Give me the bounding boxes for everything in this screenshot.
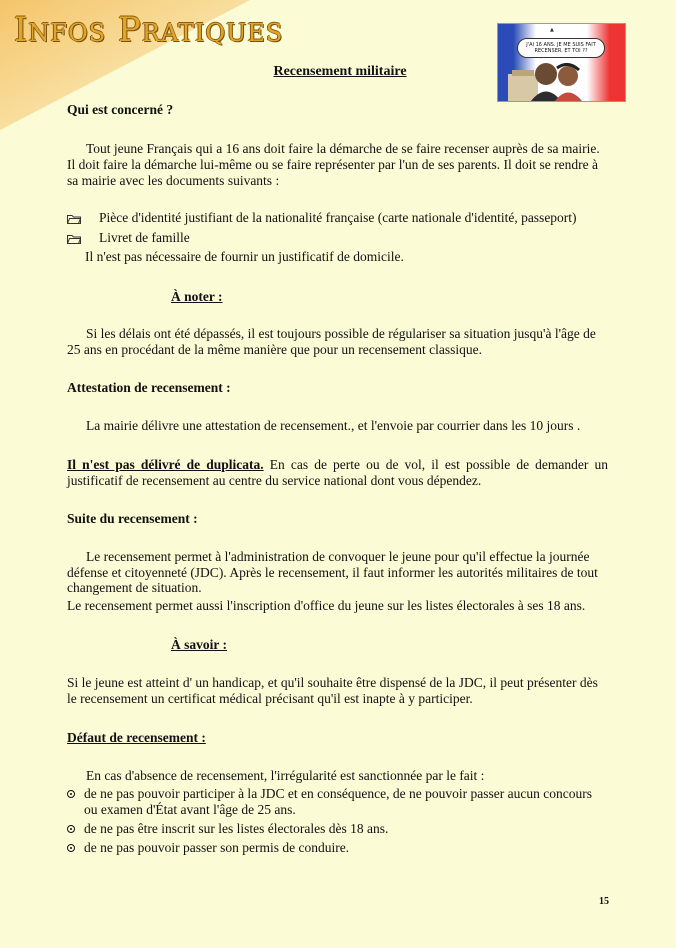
paragraph-line: sa mairie avec les documents suivants : (67, 173, 280, 188)
paragraph-line: justificatif de recensement au centre du service national dont vous dépendez. (67, 473, 482, 488)
paragraph-line: En cas d'absence de recensement, l'irrégularité est sanctionnée par le fait : (86, 768, 485, 783)
bullet-item: de ne pas pouvoir passer son permis de conduire. (84, 840, 350, 855)
section-heading-suite: Suite du recensement : (67, 511, 198, 526)
paragraph-line: Il doit faire la démarche lui-même ou se faire représenter par l'un de ses parents. Il doit se rendre à (67, 157, 598, 172)
paragraph-line: La mairie délivre une attestation de recensement., et l'envoie par courrier dans les 10 jours . (86, 418, 581, 433)
section-heading-attestation: Attestation de recensement : (67, 380, 231, 395)
bullet-item: de ne pas pouvoir participer à la JDC et en conséquence, de ne pouvoir passer aucun concours (84, 786, 592, 801)
circle-bullet-icon (67, 825, 75, 833)
paragraph-line: changement de situation. (67, 580, 202, 595)
page-number: 15 (599, 896, 609, 907)
note-heading-a-savoir: À savoir : (171, 637, 227, 652)
circle-bullet-icon (67, 844, 75, 852)
paragraph-line: 25 ans en procédant de la même manière que pour un recensement classique. (67, 342, 482, 357)
page-subtitle: Recensement militaire (273, 64, 407, 79)
note-heading-a-noter: À noter : (171, 289, 223, 304)
paragraph-line: Si le jeune est atteint d' un handicap, et qu'il souhaite être dispensé de la JDC, il peut présenter dès (67, 675, 598, 690)
list-item: Livret de famille (99, 230, 190, 245)
folder-bullet-icon (67, 214, 81, 224)
section-heading-defaut: Défaut de recensement : (67, 730, 206, 745)
circle-bullet-icon (67, 790, 75, 798)
paragraph-line: le recensement un certificat médical précisant qu'il est inapte à y participer. (67, 691, 473, 706)
duplicata-text: En cas de perte ou de vol, il est possible de demander un (263, 457, 609, 472)
folder-bullet-icon (67, 234, 81, 244)
banner-title: Infos Pratiques (14, 10, 284, 50)
bullet-item-continuation: ou examen d'État avant l'âge de 25 ans. (84, 802, 296, 817)
paragraph-line: Si les délais ont été dépassés, il est toujours possible de régulariser sa situation jusqu'à l'âge de (86, 326, 596, 341)
paragraph-line: Il n'est pas nécessaire de fournir un justificatif de domicile. (85, 249, 404, 264)
duplicata-emphasis: Il n'est pas délivré de duplicata. (67, 457, 264, 472)
paragraph-line: Le recensement permet à l'administration de convoquer le jeune pour qu'il effectue la journée (86, 549, 590, 564)
list-item: Pièce d'identité justifiant de la nationalité française (carte nationale d'identité, passeport) (99, 210, 577, 225)
duplicata-line (67, 457, 608, 473)
poster-speech-bubble: J'AI 16 ANS. JE ME SUIS FAIT RECENSER. ET TOI ?? (517, 38, 605, 58)
bullet-item: de ne pas être inscrit sur les listes électorales dès 18 ans. (84, 821, 389, 836)
paragraph-line: défense et citoyenneté (JDC). Après le recensement, il faut informer les autorités militaires de tout (67, 565, 598, 580)
recensement-poster-image (497, 23, 626, 102)
paragraph-line: Le recensement permet aussi l'inscription d'office du jeune sur les listes électorales à ses 18 ans. (67, 598, 586, 613)
paragraph-line: Tout jeune Français qui a 16 ans doit faire la démarche de se faire recenser auprès de sa mairie. (86, 141, 600, 156)
section-heading-qui-est-concerne: Qui est concerné ? (67, 102, 174, 117)
republique-logo: ▲ (550, 27, 554, 33)
